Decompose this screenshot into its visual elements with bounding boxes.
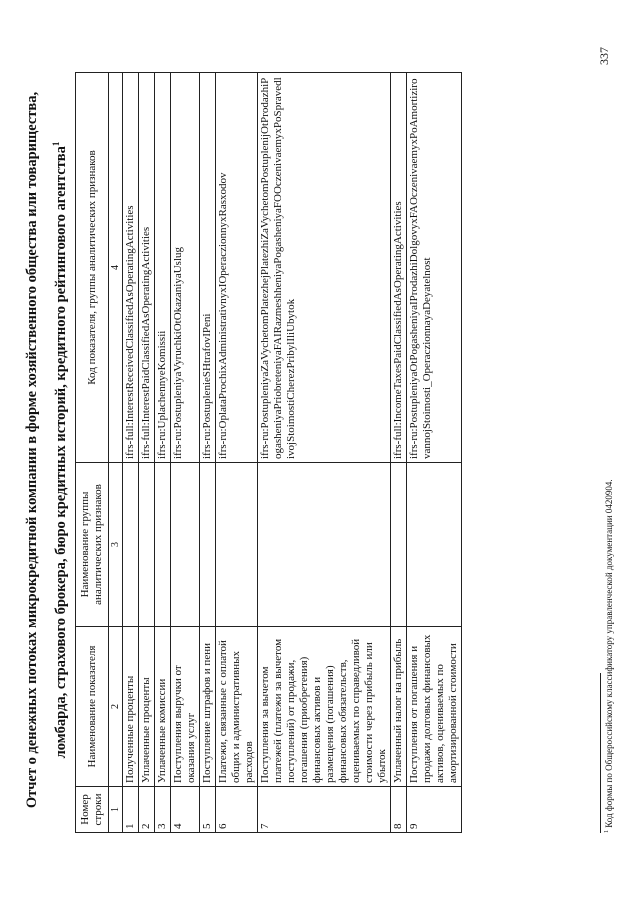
header-group-name: Наименование группы аналитических признаков bbox=[76, 463, 109, 627]
table-row bbox=[123, 73, 139, 833]
report-title-line-2-text: ломбарда, страхового брокера, бюро кредитных историй, кредитного рейтингового агентства bbox=[52, 146, 69, 759]
header-indicator-code: Код показателя, группы аналитических признаков bbox=[76, 73, 109, 463]
group-name bbox=[139, 463, 155, 627]
indicator-code: ifrs-ru:UplachennyeKomissii bbox=[155, 73, 171, 463]
row-number: 6 bbox=[216, 787, 258, 833]
indicator-code: ifrs-full:IncomeTaxesPaidClassifiedAsOperatingActivities bbox=[391, 73, 407, 463]
report-title-line-1-text: Отчет о денежных потоках микрокредитной компании в форме хозяйственного общества или товарищества, bbox=[24, 91, 40, 809]
group-name bbox=[391, 463, 407, 627]
report-title-line-2 bbox=[46, 55, 71, 845]
indicator-code: ifrs-ru:OplataProchixAdministrativnyxIOperaczionnyxRasxodov bbox=[216, 73, 258, 463]
table-row bbox=[407, 73, 462, 833]
page-number: 337 bbox=[597, 47, 611, 65]
table-row bbox=[139, 73, 155, 833]
footnote bbox=[604, 479, 614, 833]
footnote-text: Код формы по Общероссийскому классификатору управленческой документации 0420904. bbox=[604, 479, 614, 828]
group-name bbox=[155, 463, 171, 627]
group-name bbox=[258, 463, 391, 627]
group-name bbox=[200, 463, 216, 627]
group-name bbox=[171, 463, 200, 627]
indicator-code: ifrs-ru:PostupleniyaVyruchkiOtOkazaniyaUslug bbox=[171, 73, 200, 463]
column-number: 1 bbox=[109, 787, 123, 833]
row-number: 7 bbox=[258, 787, 391, 833]
table-row bbox=[258, 73, 391, 833]
row-number: 9 bbox=[407, 787, 462, 833]
row-number: 3 bbox=[155, 787, 171, 833]
table-row bbox=[200, 73, 216, 833]
indicator-name: Поступление штрафов и пени bbox=[200, 627, 216, 787]
indicator-name: Поступления выручки от оказания услуг bbox=[171, 627, 200, 787]
indicator-name: Полученные проценты bbox=[123, 627, 139, 787]
group-name bbox=[407, 463, 462, 627]
table-row bbox=[155, 73, 171, 833]
column-number: 3 bbox=[109, 463, 123, 627]
indicator-code: ifrs-ru:PostupleniyaZaVychetomPlatezhejPlatezhiZaVychetomPostuplenijOtProdazhiPogasheniyaPriobreteniyaFAIRazmeshheniyaPogasheniyaFOOczenivaemyxPoSpravedlivojStoimostiCherezPribylIliUbytok bbox=[258, 73, 391, 463]
group-name bbox=[216, 463, 258, 627]
cash-flow-table bbox=[75, 72, 462, 833]
footnote-separator bbox=[600, 673, 601, 833]
header-indicator-name: Наименование показателя bbox=[76, 627, 109, 787]
indicator-name: Поступления от погашения и продажи долговых финансовых активов, оцениваемых по амортизированной стоимости bbox=[407, 627, 462, 787]
report-title-line-1 bbox=[22, 55, 42, 845]
table-column-numbers-row bbox=[109, 73, 123, 833]
column-number: 4 bbox=[109, 73, 123, 463]
header-row-number: Номер строки bbox=[76, 787, 109, 833]
row-number: 4 bbox=[171, 787, 200, 833]
row-number: 1 bbox=[123, 787, 139, 833]
row-number: 8 bbox=[391, 787, 407, 833]
title-footnote-mark: 1 bbox=[51, 141, 61, 147]
indicator-name: Уплаченный налог на прибыль bbox=[391, 627, 407, 787]
indicator-code: ifrs-ru:PostuplenieSHtrafovIPeni bbox=[200, 73, 216, 463]
table-row bbox=[391, 73, 407, 833]
indicator-code: ifrs-full:InterestReceivedClassifiedAsOperatingActivities bbox=[123, 73, 139, 463]
table-header-row bbox=[76, 73, 109, 833]
row-number: 5 bbox=[200, 787, 216, 833]
indicator-name: Уплаченные проценты bbox=[139, 627, 155, 787]
footnote-mark: 1 bbox=[604, 830, 610, 833]
indicator-code: ifrs-full:InterestPaidClassifiedAsOperatingActivities bbox=[139, 73, 155, 463]
indicator-name: Уплаченные комиссии bbox=[155, 627, 171, 787]
table-row bbox=[171, 73, 200, 833]
table-row bbox=[216, 73, 258, 833]
indicator-name: Поступления за вычетом платежей (платежи за вычетом поступлений) от продажи, погашения (приобретения) финансовых активов и размещения (погашения) финансовых обязательств, оцениваемых по справедливой стоимости через прибыль или убыток bbox=[258, 627, 391, 787]
column-number: 2 bbox=[109, 627, 123, 787]
group-name bbox=[123, 463, 139, 627]
indicator-code: ifrs-ru:PostupleniyaOtPogasheniyaIProdazhiDolgovyxFAOczenivaemyxPoAmortizirovannojStoimosti_OperaczionnayaDeyatelnost bbox=[407, 73, 462, 463]
row-number: 2 bbox=[139, 787, 155, 833]
indicator-name: Платежи, связанные с оплатой общих и административных расходов bbox=[216, 627, 258, 787]
